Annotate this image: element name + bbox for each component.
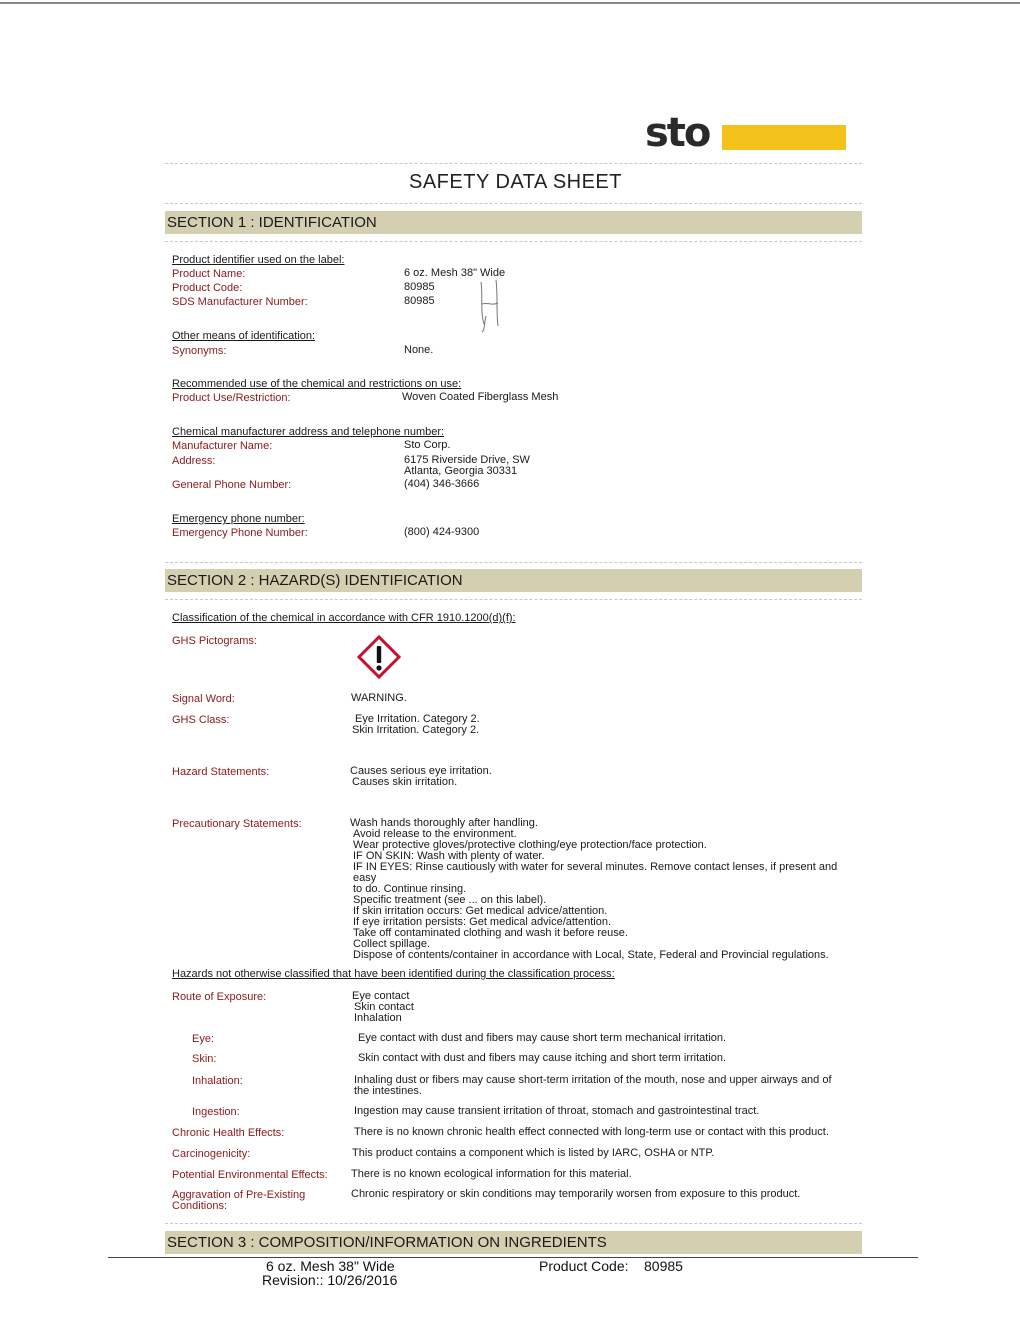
precautionary-statement: IF IN EYES: Rinse cautiously with water for several minutes. Remove contact lenses, if present and easy (353, 861, 838, 884)
page-top-edge (0, 2, 1020, 4)
emergency-phone-label: Emergency Phone Number: (172, 527, 308, 539)
footer-product-name: 6 oz. Mesh 38" Wide (266, 1258, 395, 1274)
synonyms-label: Synonyms: (172, 345, 227, 357)
general-phone-label: General Phone Number: (172, 479, 292, 491)
precautionary-statement: If skin irritation occurs: Get medical advice/attention. (353, 905, 608, 917)
route-inhalation: Inhalation (354, 1012, 402, 1024)
synonyms-value: None. (404, 344, 434, 356)
sds-number-label: SDS Manufacturer Number: (172, 296, 308, 308)
precautionary-statement: to do. Continue rinsing. (353, 883, 467, 895)
signal-word-label: Signal Word: (172, 693, 235, 705)
address-label: Address: (172, 455, 216, 467)
route-of-exposure-label: Route of Exposure: (172, 991, 267, 1003)
inhalation-value-line-2: the intestines. (354, 1085, 422, 1097)
hazard-statements-label: Hazard Statements: (172, 766, 270, 778)
emergency-heading: Emergency phone number: (172, 513, 305, 525)
eye-value: Eye contact with dust and fibers may cause short term mechanical irritation. (358, 1032, 727, 1044)
section-2-rule (165, 599, 862, 600)
product-code-label: Product Code: (172, 282, 243, 294)
inhalation-label: Inhalation: (192, 1075, 243, 1087)
signal-word-value: WARNING. (351, 692, 407, 704)
ingestion-value: Ingestion may cause transient irritation of throat, stomach and gastrointestinal tract. (354, 1105, 760, 1117)
chronic-health-label: Chronic Health Effects: (172, 1127, 285, 1139)
section-3-header: SECTION 3 : COMPOSITION/INFORMATION ON INGREDIENTS (165, 1231, 862, 1254)
aggravation-label-line-2: Conditions: (172, 1200, 228, 1212)
exclamation-mark-icon (357, 635, 401, 679)
other-means-heading: Other means of identification: (172, 330, 316, 342)
product-code-value: 80985 (404, 281, 435, 293)
chronic-health-value: There is no known chronic health effect connected with long-term use or contact with this product. (354, 1126, 829, 1138)
sto-logo: sto (645, 110, 710, 156)
skin-value: Skin contact with dust and fibers may cause itching and short term irritation. (358, 1052, 727, 1064)
manufacturer-heading: Chemical manufacturer address and telephone number: (172, 426, 445, 438)
precautionary-statement: IF ON SKIN: Wash with plenty of water. (353, 850, 545, 862)
footer-product-code-value: 80985 (644, 1258, 683, 1274)
product-use-value: Woven Coated Fiberglass Mesh (402, 391, 559, 403)
precautionary-list (350, 818, 855, 961)
carcinogenicity-label: Carcinogenicity: (172, 1148, 251, 1160)
carcinogenicity-value: This product contains a component which is listed by IARC, OSHA or NTP. (352, 1147, 715, 1159)
environmental-effects-value: There is no known ecological information for this material. (351, 1168, 632, 1180)
hazard-statement-2: Causes skin irritation. (352, 776, 458, 788)
precautionary-statement: If eye irritation persists: Get medical advice/attention. (353, 916, 612, 928)
section-3-top-rule (165, 1223, 862, 1224)
skin-label: Skin: (192, 1053, 217, 1065)
manufacturer-name-value: Sto Corp. (404, 439, 451, 451)
precautionary-statement: Take off contaminated clothing and wash it before reuse. (353, 927, 628, 939)
header-rule (165, 163, 862, 164)
recommended-use-heading: Recommended use of the chemical and restrictions on use: (172, 378, 462, 390)
precautionary-statement: Dispose of contents/container in accordance with Local, State, Federal and Provincial regulations. (353, 949, 829, 961)
precautionary-statement: Specific treatment (see ... on this label). (353, 894, 547, 906)
product-name-label: Product Name: (172, 268, 246, 280)
address-line-1: 6175 Riverside Drive, SW (404, 454, 530, 466)
address-line-2: Atlanta, Georgia 30331 (404, 465, 518, 477)
title-rule (165, 203, 862, 204)
section-2-top-rule (165, 562, 862, 563)
manufacturer-name-label: Manufacturer Name: (172, 440, 273, 452)
inhalation-value-line-1: Inhaling dust or fibers may cause short-term irritation of the mouth, nose and upper airways and of (354, 1074, 832, 1086)
precautionary-statement: Wear protective gloves/protective clothing/eye protection/face protection. (353, 839, 707, 851)
hazards-not-classified-heading: Hazards not otherwise classified that have been identified during the classification process: (172, 968, 615, 980)
eye-label: Eye: (192, 1033, 215, 1045)
sds-number-value: 80985 (404, 295, 435, 307)
aggravation-label-line-1: Aggravation of Pre-Existing (172, 1189, 306, 1201)
precautionary-statement: Avoid release to the environment. (353, 828, 517, 840)
handwritten-mark (476, 276, 506, 334)
section-1-header: SECTION 1 : IDENTIFICATION (165, 211, 862, 234)
document-title: SAFETY DATA SHEET (409, 171, 622, 193)
precautionary-label: Precautionary Statements: (172, 818, 302, 830)
ingestion-label: Ingestion: (192, 1106, 240, 1118)
route-eye-contact: Eye contact (352, 990, 410, 1002)
emergency-phone-value: (800) 424-9300 (404, 526, 480, 538)
ghs-pictograms-label: GHS Pictograms: (172, 635, 257, 647)
precautionary-statement: Collect spillage. (353, 938, 431, 950)
logo-accent-bar (722, 125, 846, 150)
product-use-label: Product Use/Restriction: (172, 392, 291, 404)
ghs-class-label: GHS Class: (172, 714, 230, 726)
footer-revision: Revision:: 10/26/2016 (262, 1272, 398, 1288)
product-name-value: 6 oz. Mesh 38" Wide (404, 267, 506, 279)
ghs-class-2: Skin Irritation. Category 2. (352, 724, 480, 736)
hazard-statement-1: Causes serious eye irritation. (350, 765, 492, 777)
footer-product-code-label: Product Code: (539, 1258, 629, 1274)
section-1-rule (165, 241, 862, 242)
ghs-class-1: Eye Irritation. Category 2. (355, 713, 480, 725)
precautionary-statement: Wash hands thoroughly after handling. (350, 817, 538, 829)
product-identifier-heading: Product identifier used on the label: (172, 254, 345, 266)
environmental-effects-label: Potential Environmental Effects: (172, 1169, 328, 1181)
section-2-header: SECTION 2 : HAZARD(S) IDENTIFICATION (165, 569, 862, 592)
general-phone-value: (404) 346-3666 (404, 478, 480, 490)
footer-rule (108, 1257, 918, 1258)
route-skin-contact: Skin contact (354, 1001, 414, 1013)
classification-heading: Classification of the chemical in accordance with CFR 1910.1200(d)(f): (172, 612, 516, 624)
aggravation-value: Chronic respiratory or skin conditions may temporarily worsen from exposure to this product. (351, 1188, 801, 1200)
